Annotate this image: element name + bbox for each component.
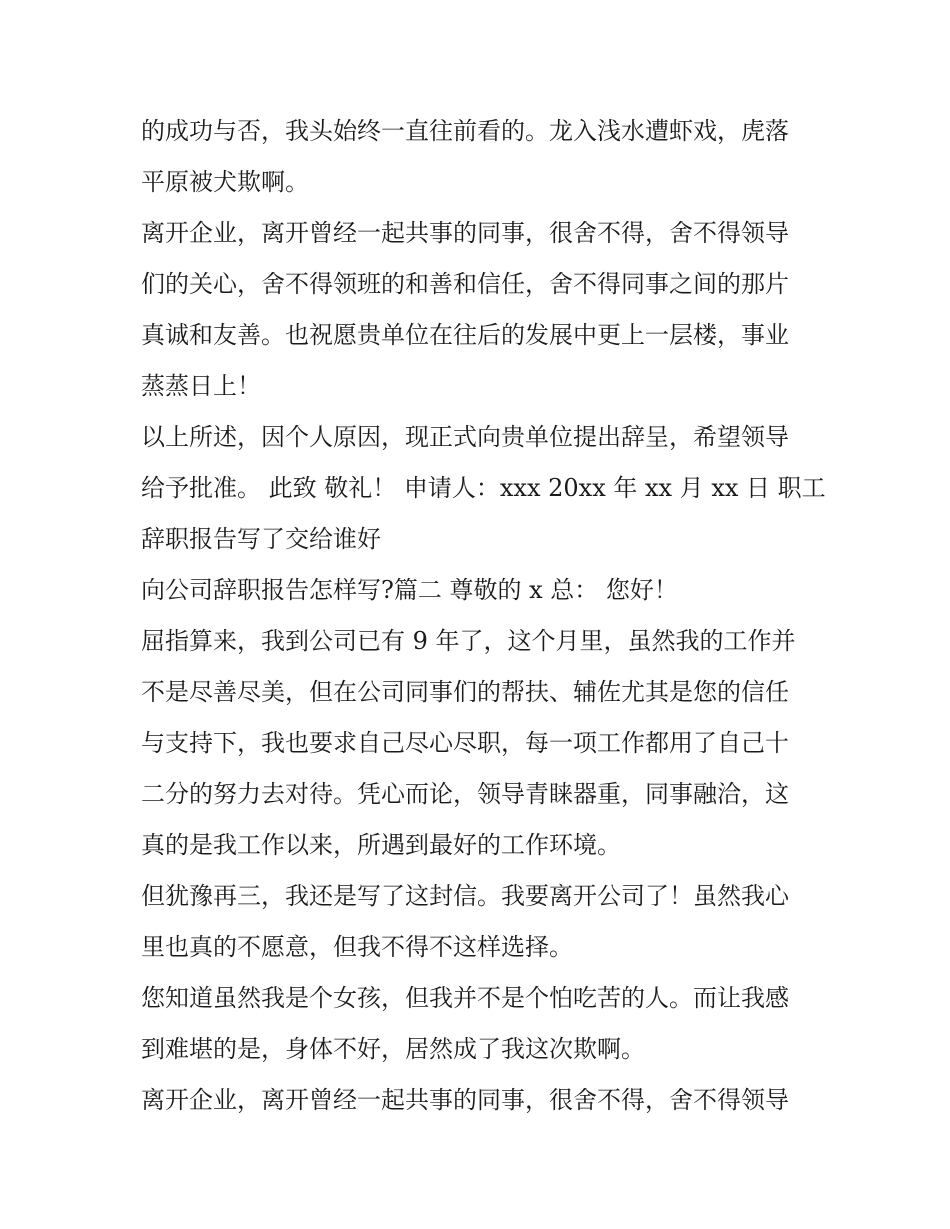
text-line: 离开企业，离开曾经一起共事的同事，很舍不得，舍不得领导: [141, 219, 789, 247]
text-line: 与支持下，我也要求自己尽心尽职，每一项工作都用了自己十: [141, 729, 789, 757]
text-line: 们的关心，舍不得领班的和善和信任，舍不得同事之间的那片: [141, 270, 789, 298]
text-line: 离开企业，离开曾经一起共事的同事，很舍不得，舍不得领导: [141, 1086, 789, 1114]
text-line: 的成功与否，我头始终一直往前看的。龙入浅水遭虾戏，虎落: [141, 117, 789, 145]
text-line: 真诚和友善。也祝愿贵单位在往后的发展中更上一层楼，事业: [141, 321, 789, 349]
text-line: 但犹豫再三，我还是写了这封信。我要离开公司了！虽然我心: [141, 882, 789, 910]
text-line: 辞职报告写了交给谁好: [141, 525, 381, 553]
text-line: 到难堪的是，身体不好，居然成了我这次欺啊。: [141, 1035, 645, 1063]
text-line: 不是尽善尽美，但在公司同事们的帮扶、辅佐尤其是您的信任: [141, 678, 789, 706]
text-line: 二分的努力去对待。凭心而论，领导青睐器重，同事融洽，这: [141, 780, 789, 808]
text-line: 平原被犬欺啊。: [141, 168, 309, 196]
text-line: 以上所述，因个人原因，现正式向贵单位提出辞呈，希望领导: [141, 423, 789, 451]
document-body: [141, 106, 826, 1126]
text-line: 给予批准。 此致 敬礼！ 申请人：xxx 20xx 年 xx 月 xx 日 职工: [141, 474, 826, 502]
text-line: 真的是我工作以来，所遇到最好的工作环境。: [141, 831, 621, 859]
text-line: 蒸蒸日上！: [141, 372, 261, 400]
text-line: 向公司辞职报告怎样写?篇二 尊敬的 x 总： 您好！: [141, 576, 678, 604]
text-line: 里也真的不愿意，但我不得不这样选择。: [141, 933, 573, 961]
text-line: 屈指算来，我到公司已有 9 年了，这个月里，虽然我的工作并: [141, 627, 796, 655]
text-line: 您知道虽然我是个女孩，但我并不是个怕吃苦的人。而让我感: [141, 984, 789, 1012]
